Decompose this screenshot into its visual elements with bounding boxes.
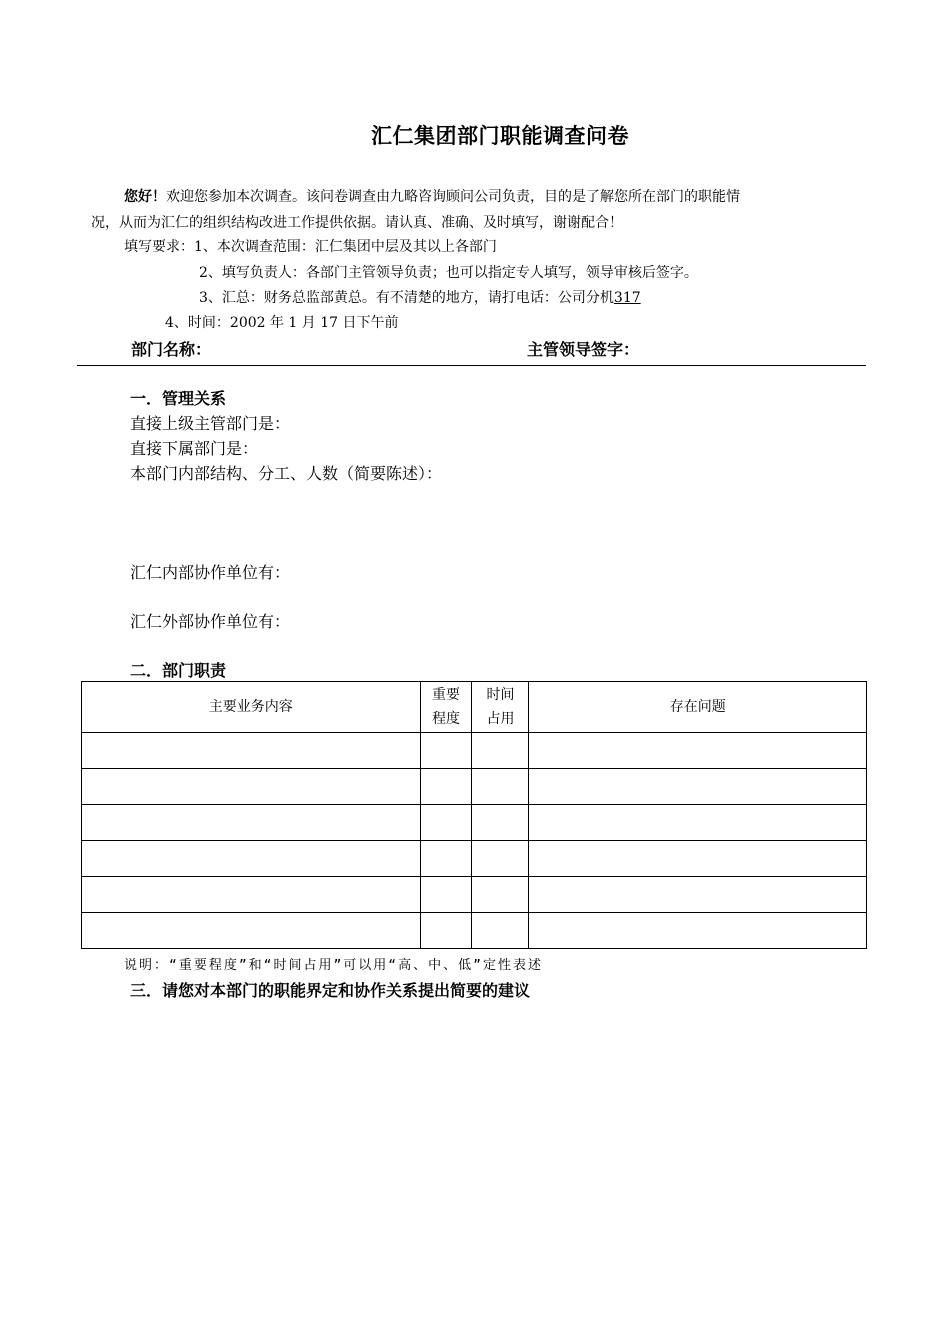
col-header-content: [82, 682, 421, 733]
table-cell[interactable]: [420, 733, 472, 769]
col-header-importance-line2: 程度: [432, 711, 461, 727]
table-cell[interactable]: [472, 841, 529, 877]
table-note: 说明：“重要程度”和“时间占用”可以用“高、中、低”定性表述: [124, 958, 543, 973]
header-divider: [77, 365, 866, 366]
table-cell[interactable]: [529, 841, 867, 877]
table-row: [82, 841, 867, 877]
internal-partners-field: 汇仁内部协作单位有：: [130, 563, 291, 582]
greeting: 您好！: [124, 189, 166, 205]
superior-dept-field: 直接上级主管部门是：: [130, 414, 291, 433]
table-cell[interactable]: [420, 805, 472, 841]
table-cell[interactable]: [420, 913, 472, 949]
structure-field: 本部门内部结构、分工、人数（简要陈述）：: [130, 464, 443, 483]
table-row: [82, 913, 867, 949]
table-cell[interactable]: [82, 733, 421, 769]
table-cell[interactable]: [529, 769, 867, 805]
table-row: [82, 877, 867, 913]
col-header-time: [472, 682, 529, 733]
table-header-row: [82, 682, 867, 733]
requirement-4: 4、时间：2002 年 1 月 17 日下午前: [165, 315, 399, 331]
leader-sign-label: 主管领导签字：: [527, 340, 640, 359]
duties-table: [81, 681, 867, 949]
dept-name-label: 部门名称：: [131, 340, 212, 359]
col-header-content-text: 主要业务内容: [208, 699, 293, 715]
table-row: [82, 733, 867, 769]
intro-line-1: [124, 186, 740, 206]
table-cell[interactable]: [82, 841, 421, 877]
section2-heading: 二．部门职责: [130, 661, 227, 680]
intro-text-1: 欢迎您参加本次调查。该问卷调查由九略咨询顾问公司负责，目的是了解您所在部门的职能情: [166, 189, 740, 205]
col-header-time-line1: 时间: [486, 687, 515, 703]
external-partners-field: 汇仁外部协作单位有：: [130, 612, 291, 631]
table-cell[interactable]: [420, 769, 472, 805]
table-cell[interactable]: [472, 733, 529, 769]
table-cell[interactable]: [529, 913, 867, 949]
table-cell[interactable]: [529, 877, 867, 913]
table-cell[interactable]: [82, 913, 421, 949]
requirement-2: 2、填写负责人：各部门主管领导负责；也可以指定专人填写，领导审核后签字。: [199, 265, 698, 281]
table-cell[interactable]: [82, 805, 421, 841]
section1-heading: 一．管理关系: [130, 389, 227, 408]
table-cell[interactable]: [472, 805, 529, 841]
phone-extension: 317: [613, 290, 641, 306]
requirement-3-text: 3、汇总：财务总监部黄总。有不清楚的地方，请打电话：公司分机: [199, 290, 614, 306]
col-header-importance-line1: 重要: [432, 687, 461, 703]
col-header-importance: [420, 682, 472, 733]
requirement-1: 填写要求：1、本次调查范围：汇仁集团中层及其以上各部门: [124, 239, 497, 255]
table-cell[interactable]: [472, 769, 529, 805]
table-cell[interactable]: [82, 877, 421, 913]
subordinate-dept-field: 直接下属部门是：: [130, 439, 259, 458]
col-header-issues-text: 存在问题: [669, 699, 726, 715]
col-header-issues: [529, 682, 867, 733]
section3-heading: 三．请您对本部门的职能界定和协作关系提出简要的建议: [130, 981, 531, 1000]
col-header-time-line2: 占用: [486, 711, 515, 727]
table-cell[interactable]: [420, 841, 472, 877]
page-title: 汇仁集团部门职能调查问卷: [371, 124, 629, 148]
table-cell[interactable]: [472, 913, 529, 949]
table-row: [82, 769, 867, 805]
table-row: [82, 805, 867, 841]
requirement-3: [199, 287, 641, 307]
table-cell[interactable]: [529, 805, 867, 841]
table-cell[interactable]: [529, 733, 867, 769]
table-cell[interactable]: [420, 877, 472, 913]
table-cell[interactable]: [472, 877, 529, 913]
table-cell[interactable]: [82, 769, 421, 805]
intro-line-2: 况，从而为汇仁的组织结构改进工作提供依据。请认真、准确、及时填写，谢谢配合！: [91, 215, 623, 231]
